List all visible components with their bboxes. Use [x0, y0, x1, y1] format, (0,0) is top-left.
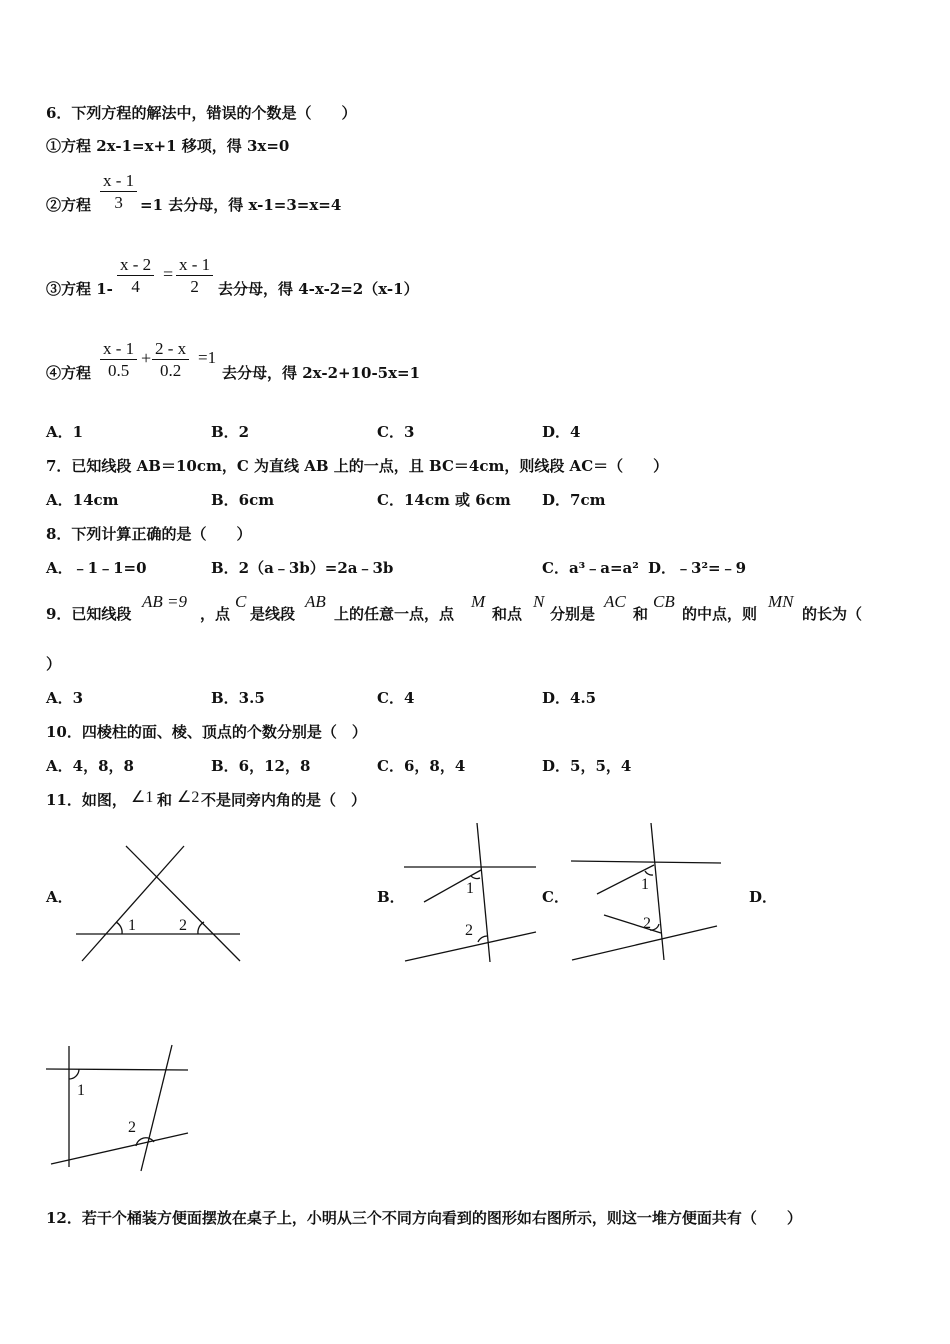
q6-statement-1: ①方程 2x-1=x+1 移项，得 3x=0 [46, 137, 290, 155]
q9-text-1: 9．已知线段 [46, 605, 132, 623]
q9-text-6: 分别是 [550, 605, 596, 623]
q6-option-a: A．1 [46, 423, 84, 441]
q9-math-ab9: AB =9 [142, 592, 187, 611]
q11-text-1: 11．如图， [46, 791, 127, 809]
fraction-denominator: 3 [114, 193, 123, 212]
figure-c-top-line [571, 861, 721, 863]
q7-stem: 7．已知线段 AB＝10cm，C 为直线 AB 上的一点，且 BC＝4cm，则线段 AC＝（ ） [46, 457, 669, 475]
figure-a-angle-1-arc [116, 922, 122, 934]
q11-angle-2-symbol: ∠2 [177, 789, 200, 806]
q6-option-d: D．4 [542, 423, 581, 441]
figure-d-bottom-line [51, 1133, 188, 1164]
q6-s2-fraction [100, 171, 137, 214]
q11-label-d: D． [749, 888, 778, 906]
q9-text-8: 的中点，则 [682, 605, 758, 623]
q6-statement-2-suffix: =1 去分母，得 x-1=3=x=4 [140, 196, 342, 214]
figure-c-angle-2-arc [650, 924, 659, 930]
q10-option-b: B．6，12，8 [211, 757, 311, 775]
fraction-numerator: x - 1 [176, 255, 213, 276]
q9-text-5: 和点 [492, 605, 523, 623]
figure-b-angle-1-arc [471, 876, 480, 879]
q9-text-3: 是线段 [250, 605, 296, 623]
q9-text-2: ，点 [200, 605, 231, 623]
q11-figure-a [70, 840, 250, 970]
q6-stem: 6．下列方程的解法中，错误的个数是（ ） [46, 104, 357, 122]
q7-option-b: B．6cm [211, 491, 275, 509]
q9-math-c: C [235, 592, 247, 611]
fraction-denominator: 4 [131, 277, 140, 296]
q9-option-b: B．3.5 [211, 689, 265, 707]
q10-stem: 10．四棱柱的面、棱、顶点的个数分别是（ ） [46, 723, 367, 741]
figure-a-right-line [126, 846, 240, 961]
figure-b-angle-2-arc [478, 936, 488, 942]
q9-text-4: 上的任意一点，点 [334, 605, 455, 623]
q10-option-c: C．6，8，4 [377, 757, 466, 775]
q6-s4-fraction-2 [152, 339, 189, 382]
figure-a-label-1: 1 [128, 917, 136, 934]
q9-text-9: 的长为（ [802, 605, 863, 623]
q9-option-a: A．3 [46, 689, 84, 707]
q11-angle-1-symbol: ∠1 [131, 789, 154, 806]
q11-text-2: 和 [157, 791, 173, 809]
q8-stem: 8．下列计算正确的是（ ） [46, 525, 252, 543]
q9-option-c: C．4 [377, 689, 415, 707]
q6-option-b: B．2 [211, 423, 250, 441]
q11-figure-b [400, 818, 542, 968]
q10-option-d: D．5，5，4 [542, 757, 632, 775]
q11-label-a: A． [46, 888, 73, 906]
fraction-numerator: x - 2 [117, 255, 154, 276]
q6-statement-4-prefix: ④方程 [46, 364, 92, 382]
q9-math-ab: AB [305, 592, 326, 611]
figure-c-angle-1-arc [645, 871, 653, 875]
q8-option-b: B．2（a﹣3b）=2a﹣3b [211, 559, 394, 577]
q8-option-c: C．a³﹣a=a² [542, 559, 639, 577]
q9-math-ac: AC [604, 592, 626, 611]
q11-label-c: C． [542, 888, 569, 906]
q6-option-c: C．3 [377, 423, 415, 441]
q6-s3-equals: = [163, 264, 174, 284]
q8-option-d: D．﹣3²=﹣9 [648, 559, 747, 577]
q9-math-n: N [533, 592, 545, 611]
q6-statement-3-prefix: ③方程 1- [46, 280, 113, 298]
figure-b-label-1: 1 [466, 880, 474, 897]
figure-d-angle-1-arc [69, 1069, 79, 1079]
figure-b-label-2: 2 [465, 922, 473, 939]
q11-label-b: B． [377, 888, 405, 906]
figure-d-slanted-line [141, 1045, 172, 1171]
q6-statement-2-prefix: ②方程 [46, 196, 92, 214]
q6-s4-equals: =1 [198, 348, 217, 367]
q9-math-mn: MN [768, 592, 794, 611]
q7-option-c: C．14cm 或 6cm [377, 491, 511, 509]
q8-option-a: A．﹣1﹣1=0 [46, 559, 147, 577]
figure-c-label-1: 1 [641, 876, 649, 893]
q7-option-d: D．7cm [542, 491, 606, 509]
figure-d-label-2: 2 [128, 1119, 136, 1136]
q9-close-paren: ） [46, 655, 62, 673]
q11-figure-c [567, 818, 727, 968]
fraction-denominator: 0.5 [107, 361, 130, 380]
q11-text-3: 不是同旁内角的是（ ） [201, 791, 367, 809]
q6-s3-fraction-2 [176, 255, 213, 298]
figure-a-left-line [82, 846, 184, 961]
fraction-denominator: 2 [190, 277, 199, 296]
q6-statement-3-suffix: 去分母，得 4-x-2=2（x-1） [218, 280, 419, 298]
fraction-numerator: 2 - x [152, 339, 189, 360]
fraction-numerator: x - 1 [100, 339, 137, 360]
q12-stem: 12．若干个桶装方便面摆放在桌子上，小明从三个不同方向看到的图形如右图所示，则这一堆方便面共有（ ） [46, 1209, 802, 1227]
figure-a-label-2: 2 [179, 917, 187, 934]
fraction-numerator: x - 1 [100, 171, 137, 192]
q6-s4-fraction-1 [100, 339, 137, 382]
q10-option-a: A．4，8，8 [46, 757, 134, 775]
figure-d-label-1: 1 [77, 1082, 85, 1099]
fraction-denominator: 0.2 [159, 361, 182, 380]
q11-figure-d [40, 1040, 195, 1175]
q9-math-cb: CB [653, 592, 675, 611]
q9-math-m: M [471, 592, 486, 611]
q7-option-a: A．14cm [46, 491, 119, 509]
q9-text-7: 和 [633, 605, 649, 623]
figure-c-label-2: 2 [643, 915, 651, 932]
q6-statement-4-suffix: 去分母，得 2x-2+10-5x=1 [222, 364, 421, 382]
q6-s3-fraction-1 [117, 255, 154, 298]
q9-option-d: D．4.5 [542, 689, 597, 707]
q6-s4-plus: + [141, 348, 152, 368]
